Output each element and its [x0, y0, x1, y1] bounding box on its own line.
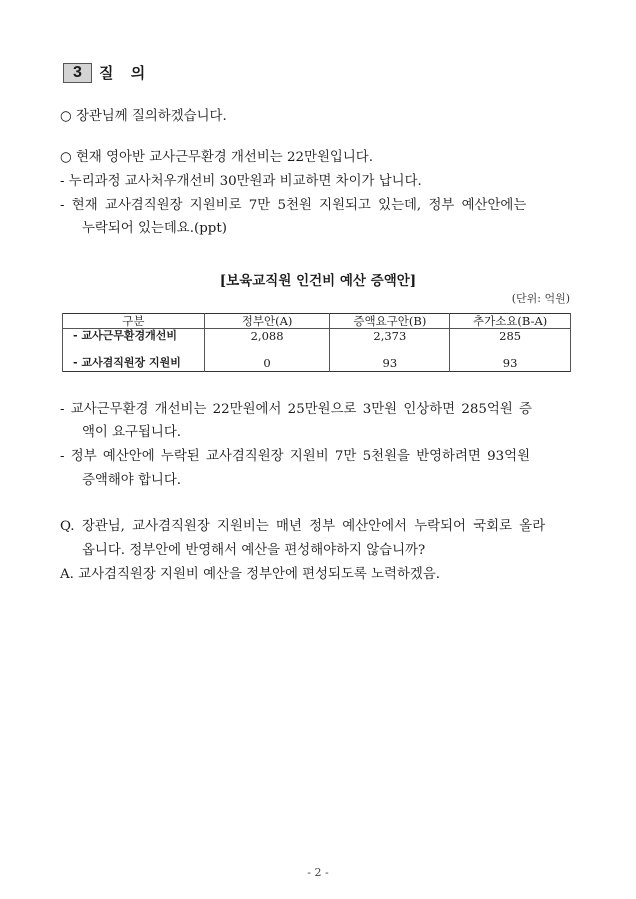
explanation-dash-1: - 교사근무환경 개선비는 22만원에서 25만원으로 3만원 인상하면 285억원 증 [60, 402, 532, 417]
explanation-dash-2-cont: 증액해야 합니다. [82, 473, 182, 488]
row-label: - 교사근무환경개선비 [63, 329, 205, 346]
cell-government: 2,088 [204, 329, 330, 346]
budget-table [62, 313, 571, 372]
cell-government: 0 [204, 345, 330, 372]
question-line-2: 옵니다. 정부안에 반영해서 예산을 편성해야하지 않습니까? [82, 543, 426, 558]
cell-additional: 285 [450, 329, 571, 346]
row-label: - 교사겸직원장 지원비 [63, 345, 205, 372]
table-unit: (단위: 억원) [511, 292, 570, 305]
header-request: 증액요구안(B) [330, 314, 450, 329]
table-row [63, 345, 571, 372]
table-header-row [63, 314, 571, 329]
table-row [63, 329, 571, 346]
cell-request: 2,373 [330, 329, 450, 346]
cell-additional: 93 [450, 345, 571, 372]
intro-dash-1: - 누리과정 교사처우개선비 30만원과 비교하면 차이가 납니다. [60, 174, 422, 189]
answer-line-1: A. 교사겸직원장 지원비 예산을 정부안에 편성되도록 노력하겠음. [60, 567, 441, 582]
table-title: [보육교직원 인건비 예산 증액안] [219, 273, 417, 289]
section-number-box: 3 [63, 63, 92, 83]
intro-bullet-1: ○ 장관님께 질의하겠습니다. [60, 109, 227, 124]
header-government: 정부안(A) [204, 314, 330, 329]
section-title: 질 의 [99, 64, 152, 82]
intro-dash-2-cont: 누락되어 있는데요.(ppt) [82, 221, 227, 236]
header-category: 구분 [63, 314, 205, 329]
question-line-1: Q. 장관님, 교사겸직원장 지원비는 매년 정부 예산안에서 누락되어 국회로 올라 [60, 519, 546, 534]
explanation-dash-2: - 정부 예산안에 누락된 교사겸직원장 지원비 7만 5천원을 반영하려면 93억원 [60, 449, 531, 464]
cell-request: 93 [330, 345, 450, 372]
page-number: - 2 - [307, 866, 329, 879]
intro-bullet-2: ○ 현재 영아반 교사근무환경 개선비는 22만원입니다. [60, 150, 373, 165]
intro-dash-2: - 현재 교사겸직원장 지원비로 7만 5천원 지원되고 있는데, 정부 예산안에는 [60, 198, 527, 213]
header-additional: 추가소요(B-A) [450, 314, 571, 329]
explanation-dash-1-cont: 액이 요구됩니다. [82, 425, 182, 440]
